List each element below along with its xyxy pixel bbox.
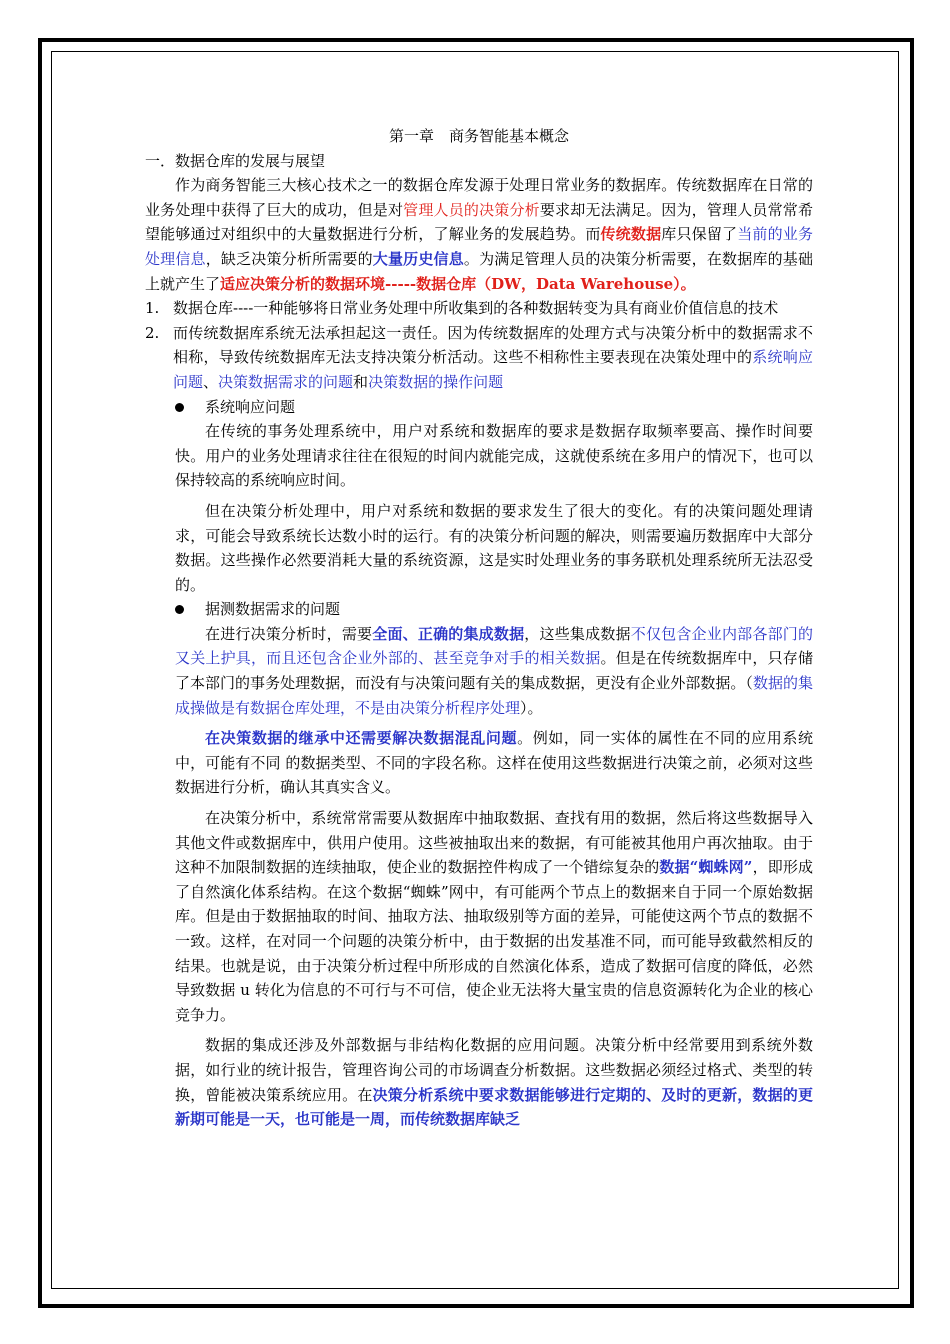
text: ，这些集成数据 [524, 624, 631, 643]
bullet-icon [175, 605, 184, 614]
paragraph [145, 726, 813, 800]
list-item-text: 数据仓库----一种能够将日常业务处理中所收集到的各种数据转变为具有商业价值信息的技术 [173, 299, 779, 318]
bullet-system-response [145, 395, 813, 420]
intro-text-9: 。为满足管理人员的决策分析需要，在数据库的基础上就产生了 [145, 249, 813, 293]
document-body [145, 124, 813, 1132]
intro-text-5: 库只保留了 [661, 225, 738, 244]
list-number: 1. [145, 299, 160, 318]
highlight: 全面、正确的集成数据 [372, 624, 525, 643]
link-data-demand: 决策数据需求的问题 [218, 372, 354, 391]
link-system-response: 系统响应问题 [173, 348, 813, 391]
text: 在进行决策分析时，需要 [205, 624, 373, 643]
conjunction: 和 [353, 372, 369, 391]
text: 在决策分析中，系统常常需要从数据库中抽取数据、查找有用的数据，然后将这些数据导入其他文件或数据库中，供用户使用。这些被抽取出来的数据，有可能被其他用户再次抽取。由于这种不加限制数据的连续抽取，使企业的数据控件构成了一个错综复杂的 [175, 809, 813, 877]
link-data-operation: 决策数据的操作问题 [368, 372, 504, 391]
intro-text-7: ，缺乏决策分析所需要的 [205, 249, 373, 268]
highlight: 数据的集成操做是有数据仓库处理，不是由决策分析程序处理 [175, 674, 813, 717]
text: ）。 [520, 698, 543, 717]
paragraph [145, 622, 813, 720]
list-item-1 [145, 296, 813, 321]
highlight: 在决策数据的继承中还需要解决数据混乱问题 [205, 729, 518, 748]
intro-highlight-dw: 适应决策分析的数据环境-----数据仓库（DW，Data Warehouse）。 [220, 274, 696, 293]
bullet-data-demand [145, 597, 813, 622]
text: 。例如，同一实体的属性在不同的应用系统中，可能有不同 的数据类型、不同的字段名称。这样在使用这些数据进行决策之前，必须对这些数据进行分析，确认其真实含义。 [175, 729, 813, 797]
paragraph [145, 806, 813, 1027]
text: 。但是在传统数据库中，只存储了本部门的事务处理数据，而没有与决策问题有关的集成数据，更没有企业外部数据。（ [175, 649, 813, 693]
paragraph [145, 1033, 813, 1131]
paragraph: 在传统的事务处理系统中，用户对系统和数据库的要求是数据存取频率要高、操作时间要快。用户的业务处理请求往往在很短的时间内就能完成，这就使系统在多用户的情况下，也可以保持较高的系统响应时间。 [175, 422, 813, 490]
intro-highlight-managers: 管理人员的决策分析 [403, 200, 540, 219]
separator: 、 [203, 372, 219, 391]
bullet-icon [175, 403, 184, 412]
intro-paragraph [145, 173, 813, 296]
intro-text-1: 作为商务智能三大核心技术之一的数据仓库发源于处理日常业务的数据库。传统数据库在日常的业务处理中获得了巨大的成功，但是对 [145, 176, 813, 219]
list-item-text: 而传统数据库系统无法承担起这一责任。因为传统数据库的处理方式与决策分析中的数据需求不相称，导致传统数据库无法支持决策分析活动。这些不相称性主要表现在决策处理中的 [173, 323, 813, 367]
intro-text-3: 要求却无法满足。因为，管理人员常常希望能够通过对组织中的大量数据进行分析，了解业务的发展趋势。而 [145, 200, 813, 244]
chapter-title: 第一章 商务智能基本概念 [388, 127, 569, 145]
list-item-2 [145, 321, 813, 395]
intro-highlight-traditional: 传统数据 [600, 225, 662, 244]
section-heading: 一．数据仓库的发展与展望 [145, 151, 326, 170]
highlight: 不仅包含企业内部各部门的又关上护具，而且还包含企业外部的、甚至竞争对手的相关数据 [175, 624, 813, 668]
bullet-label: 据测数据需求的问题 [205, 600, 341, 619]
text: 数据的集成还涉及外部数据与非结构化数据的应用问题。决策分析中经常要用到系统外数据，如行业的统计报告，管理咨询公司的市场调查分析数据。这些数据必须经过格式、类型的转换，曾能被决策系统应用。在 [175, 1036, 813, 1104]
highlight: 数据“蜘蛛网” [659, 858, 753, 877]
text: ，即形成了自然演化体系结构。在这个数据“蜘蛛”网中，有可能两个节点上的数据来自于同一个原始数据库。但是由于数据抽取的时间、抽取方法、抽取级别等方面的差异，可能使这两个节点的数据不一致。这样，在对同一个问题的决策分析中，由于数据的出发基准不同，而可能导致截然相反的结果。也就是说，由于决策分析过程中所形成的自然演化体系，造成了数据可信度的降低，必然导致数据 u 转化为信息的不可行与不可信，使企业无法将大量宝贵的信息资源转化为企业的核心竞争力。 [175, 858, 813, 1024]
paragraph: 但在决策分析处理中，用户对系统和数据的要求发生了很大的变化。有的决策问题处理请求，可能会导致系统长达数小时的运行。有的决策分析问题的解决，则需要遍历数据库中大部分数据。这些操作必然要消耗大量的系统资源，这是实时处理业务的事务联机处理系统所无法忍受的。 [175, 501, 813, 594]
intro-highlight-history: 大量历史信息 [372, 249, 464, 268]
list-number: 2. [145, 323, 160, 342]
highlight: 决策分析系统中要求数据能够进行定期的、及时的更新，数据的更新期可能是一天，也可能是一周，而传统数据库缺乏 [175, 1085, 813, 1129]
bullet-label: 系统响应问题 [205, 397, 296, 416]
intro-highlight-current: 当前的业务处理信息 [145, 225, 813, 268]
